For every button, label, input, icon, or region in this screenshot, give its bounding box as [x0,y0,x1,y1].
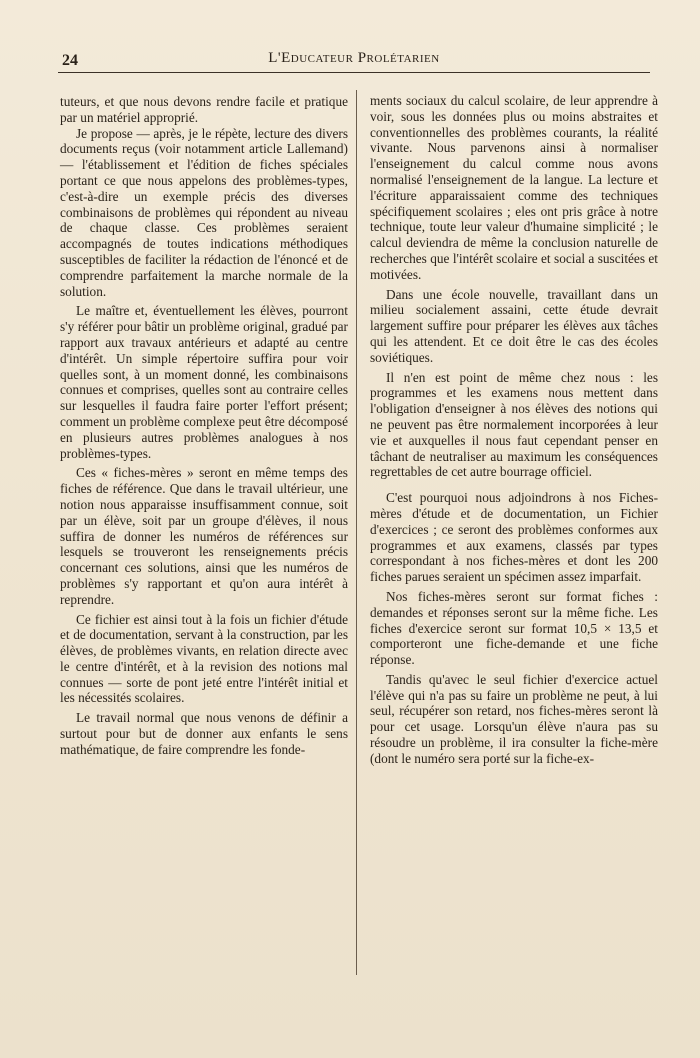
paragraph: Ces « fiches-mères » seront en même temps des fiches de référence. Que dans le travail ultérieur, une notion nous apparaisse insuffisamment connue, soit par un élève, soit par un groupe d'élèves, il nous suffira de donner les numéros de références sur lesquels se trouveront les renseignements précis concernant ces solutions, ainsi que les numéros de problèmes s'y rapportant et qu'on aura intérêt à reprendre. [60,465,348,607]
text-columns [58,90,658,990]
paragraph: Nos fiches-mères seront sur format fiches : demandes et réponses seront sur la même fiche. Les fiches d'exercice seront sur format 10,5 × 13,5 et comporteront une fiche-demande et une fiche réponse. [370,588,658,668]
running-title: L'Educateur Prolétarien [268,50,440,66]
left-column [60,94,348,758]
paragraph: Le travail normal que nous venons de définir a surtout pour but de donner aux enfants le sens mathématique, de faire comprendre les fonde- [60,710,348,757]
paragraph: Le maître et, éventuellement les élèves, pourront s'y référer pour bâtir un problème original, gradué par rapport aux travaux antérieurs et adapté au centre d'intérêt. Un simple répertoire suffira pour voir quelles sont, à un moment donné, les combinaisons connues et comprises, quelles sont au contraire celles sur lesquelles il faudra faire porter l'effort présent; comment un problème complexe peut être décomposé en plusieurs autres problèmes analogues à nos problèmes-types. [60,303,348,461]
paragraph: Dans une école nouvelle, travaillant dans un milieu socialement assaini, cette étude devrait largement suffire pour préparer les élèves aux tâches qui les attendent. Et ce doit être le cas des écoles soviétiques. [370,286,658,365]
page-header [58,48,650,74]
page-number: 24 [62,52,78,69]
right-column [370,93,658,767]
column-divider [356,90,357,975]
paragraph: Tandis qu'avec le seul fichier d'exercice actuel l'élève qui n'a pas su faire un problème ne peut, à lui seul, récupérer son retard, nos fiches-mères seront là pour cet usage. Lorsqu'un élève n'aura pas su résoudre un problème, il ira consulter la fiche-mère (dont le numéro sera porté sur la fiche-ex- [370,671,658,766]
paragraph: Ce fichier est ainsi tout à la fois un fichier d'étude et de documentation, servant à la construction, par les élèves, de problèmes vivants, en relation directe avec le centre d'intérêt, et à la revision des notions mal connues — sorte de pont jeté entre l'intérêt initial et les nécessités scolaires. [60,611,348,706]
paragraph: Il n'en est point de même chez nous : les programmes et les examens nous mettent dans l'obligation d'enseigner à nos élèves des notions qui ne peuvent pas être normalement incorporées à leur vie et auxquelles il nous faut cependant penser en tâchant de neutraliser au maximum les conséquences regrettables de cet autre bourrage officiel. [370,369,658,480]
header-rule [58,72,650,73]
paragraph: Je propose — après, je le répète, lecture des divers documents reçus (voir notamment article Lallemand) — l'établissement et l'édition de fiches spéciales portant ce que nous appelons des problèmes-types, c'est-à-dire un exemple précis des diverses combinaisons de problèmes qui répondent au niveau de chaque classe. Ces problèmes seraient accompagnés de toutes indications méthodiques susceptibles de faciliter la rédaction de l'énoncé et de comprendre parfaitement la marche normale de la solution. [60,125,348,299]
paragraph: C'est pourquoi nous adjoindrons à nos Fiches-mères d'étude et de documentation, un Fichier d'exercices ; ce seront des problèmes conformes aux programmes et aux examens, classés par types correspondant à nos fiches-mères et dont les 200 fiches parues seraient un spécimen assez imparfait. [370,490,658,585]
paragraph: ments sociaux du calcul scolaire, de leur apprendre à voir, sous les données plus ou moins abstraites et conventionnelles des problèmes courants, la réalité vivante. Nous parvenons ainsi à normaliser l'enseignement du calcul comme nous avons normalisé l'enseignement de la langue. La lecture et l'écriture apparaissaient comme des techniques spécifiquement scolaires ; eles ont pris grâce à notre technique, toute leur valeur d'humaine simplicité ; le calcul deviendra de même la conclusion naturelle de recherches que l'intérêt scolaire et social a suscitées et motivées. [370,93,658,282]
paragraph: tuteurs, et que nous devons rendre facile et pratique par un matériel approprié. [60,94,348,125]
